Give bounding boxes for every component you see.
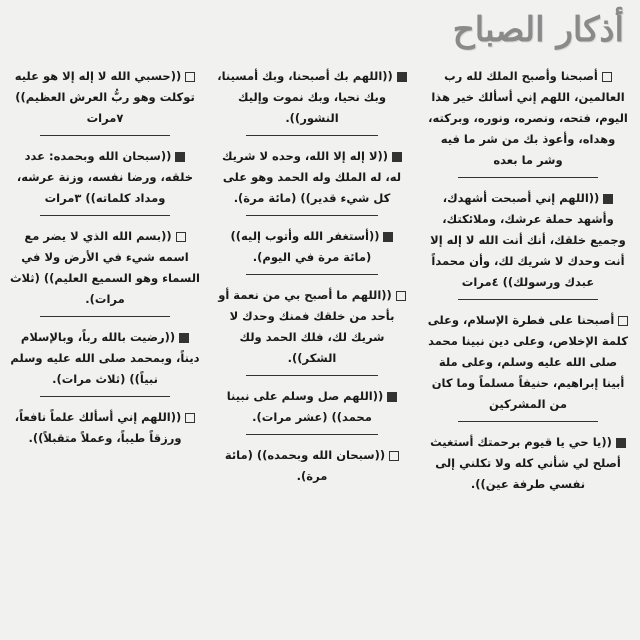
page-title: أذكار الصباح <box>452 10 624 50</box>
dhikr-item <box>6 226 204 310</box>
separator-line <box>40 396 171 397</box>
dhikr-item <box>6 146 204 209</box>
filled-square-icon <box>603 194 613 204</box>
dhikr-item <box>212 386 412 428</box>
separator-line <box>246 135 378 136</box>
dhikr-text: ((يا حي يا قيوم برحمتك أستغيث أصلح لي شأني كله ولا تكلني إلى نفسي طرفة عين)). <box>430 435 621 491</box>
separator-line <box>458 299 598 300</box>
separator-line <box>246 375 378 376</box>
empty-square-icon <box>389 451 399 461</box>
separator-line <box>246 274 378 275</box>
filled-square-icon <box>397 72 407 82</box>
empty-square-icon <box>602 72 612 82</box>
empty-square-icon <box>396 291 406 301</box>
filled-square-icon <box>179 333 189 343</box>
separator-line <box>40 316 171 317</box>
column-right <box>422 66 634 495</box>
dhikr-text: ((اللهم ما أصبح بي من نعمة أو بأحد من خلقك فمنك وحدك لا شريك لك، فلك الحمد ولك الشكر)). <box>218 288 395 365</box>
separator-line <box>246 215 378 216</box>
separator-line <box>458 177 598 178</box>
filled-square-icon <box>175 152 185 162</box>
dhikr-item <box>212 146 412 209</box>
dhikr-text: ((سبحان الله وبحمده: عدد خلقه، ورضا نفسه، وزنة عرشه، ومداد كلماته)) ٣مرات <box>16 149 194 205</box>
dhikr-item <box>212 445 412 487</box>
dhikr-item <box>6 66 204 129</box>
dhikr-text: ((حسبي الله لا إله إلا هو عليه توكلت وهو ربُّ العرش العظيم)) ٧مرات <box>14 69 195 125</box>
empty-square-icon <box>618 316 628 326</box>
dhikr-text: ((رضيت بالله رباً، وبالإسلام ديناً، وبمحمد صلى الله عليه وسلم نبياً)) (ثلاث مرات). <box>10 330 200 386</box>
filled-square-icon <box>387 392 397 402</box>
empty-square-icon <box>185 72 195 82</box>
dhikr-item <box>422 310 634 415</box>
dhikr-text: ((اللهم إني أصبحت أشهدك، وأشهد حملة عرشك، وملائكتك، وجميع خلقك، أنك أنت الله لا إله إلا أنت وحدك لا شريك لك، وأن محمداً عبدك ورسولك)) ٤مرات <box>430 191 626 289</box>
dhikr-text: ((أستغفر الله وأتوب إليه)) (مائة مرة في اليوم). <box>230 229 380 264</box>
filled-square-icon <box>383 232 393 242</box>
column-left <box>6 66 204 449</box>
dhikr-text: أصبحنا وأصبح الملك لله رب العالمين، اللهم إني أسألك خير هذا اليوم، فتحه، ونصره، ونوره، وبركته، وهداه، وأعوذ بك من شر ما فيه وشر ما بعده <box>428 69 628 167</box>
dhikr-text: ((اللهم بك أصبحنا، وبك أمسينا، وبك نحيا، وبك نموت وإليك النشور)). <box>217 69 393 125</box>
dhikr-item <box>212 285 412 369</box>
column-middle <box>212 66 412 487</box>
dhikr-item <box>212 66 412 129</box>
dhikr-item <box>422 66 634 171</box>
filled-square-icon <box>616 438 626 448</box>
dhikr-item <box>422 188 634 293</box>
dhikr-item <box>6 327 204 390</box>
dhikr-item <box>6 407 204 449</box>
empty-square-icon <box>176 232 186 242</box>
dhikr-text: ((لا إله إلا الله، وحده لا شريك له، له الملك وله الحمد وهو على كل شيء قدير)) (مائة مرة). <box>221 149 402 205</box>
dhikr-text: ((اللهم إني أسألك علماً نافعاً، ورزقاً طيباً، وعملاً متقبلاً)). <box>14 410 182 445</box>
separator-line <box>40 215 171 216</box>
separator-line <box>458 421 598 422</box>
dhikr-text: ((اللهم صل وسلم على نبينا محمد)) (عشر مرات). <box>226 389 384 424</box>
separator-line <box>40 135 171 136</box>
empty-square-icon <box>185 413 195 423</box>
dhikr-item <box>422 432 634 495</box>
dhikr-item <box>212 226 412 268</box>
dhikr-text: ((بسم الله الذي لا يضر مع اسمه شيء في الأرض ولا في السماء وهو السميع العليم)) (ثلاث مرات). <box>10 229 200 306</box>
filled-square-icon <box>392 152 402 162</box>
dhikr-text: أصبحنا على فطرة الإسلام، وعلى كلمة الإخلاص، وعلى دين نبينا محمد صلى الله عليه وسلم، وعلى ملة أبينا إبراهيم، حنيفاً مسلماً وما كان من المشركين <box>427 313 628 411</box>
dhikr-text: ((سبحان الله وبحمده)) (مائة مرة). <box>224 448 386 483</box>
separator-line <box>246 434 378 435</box>
